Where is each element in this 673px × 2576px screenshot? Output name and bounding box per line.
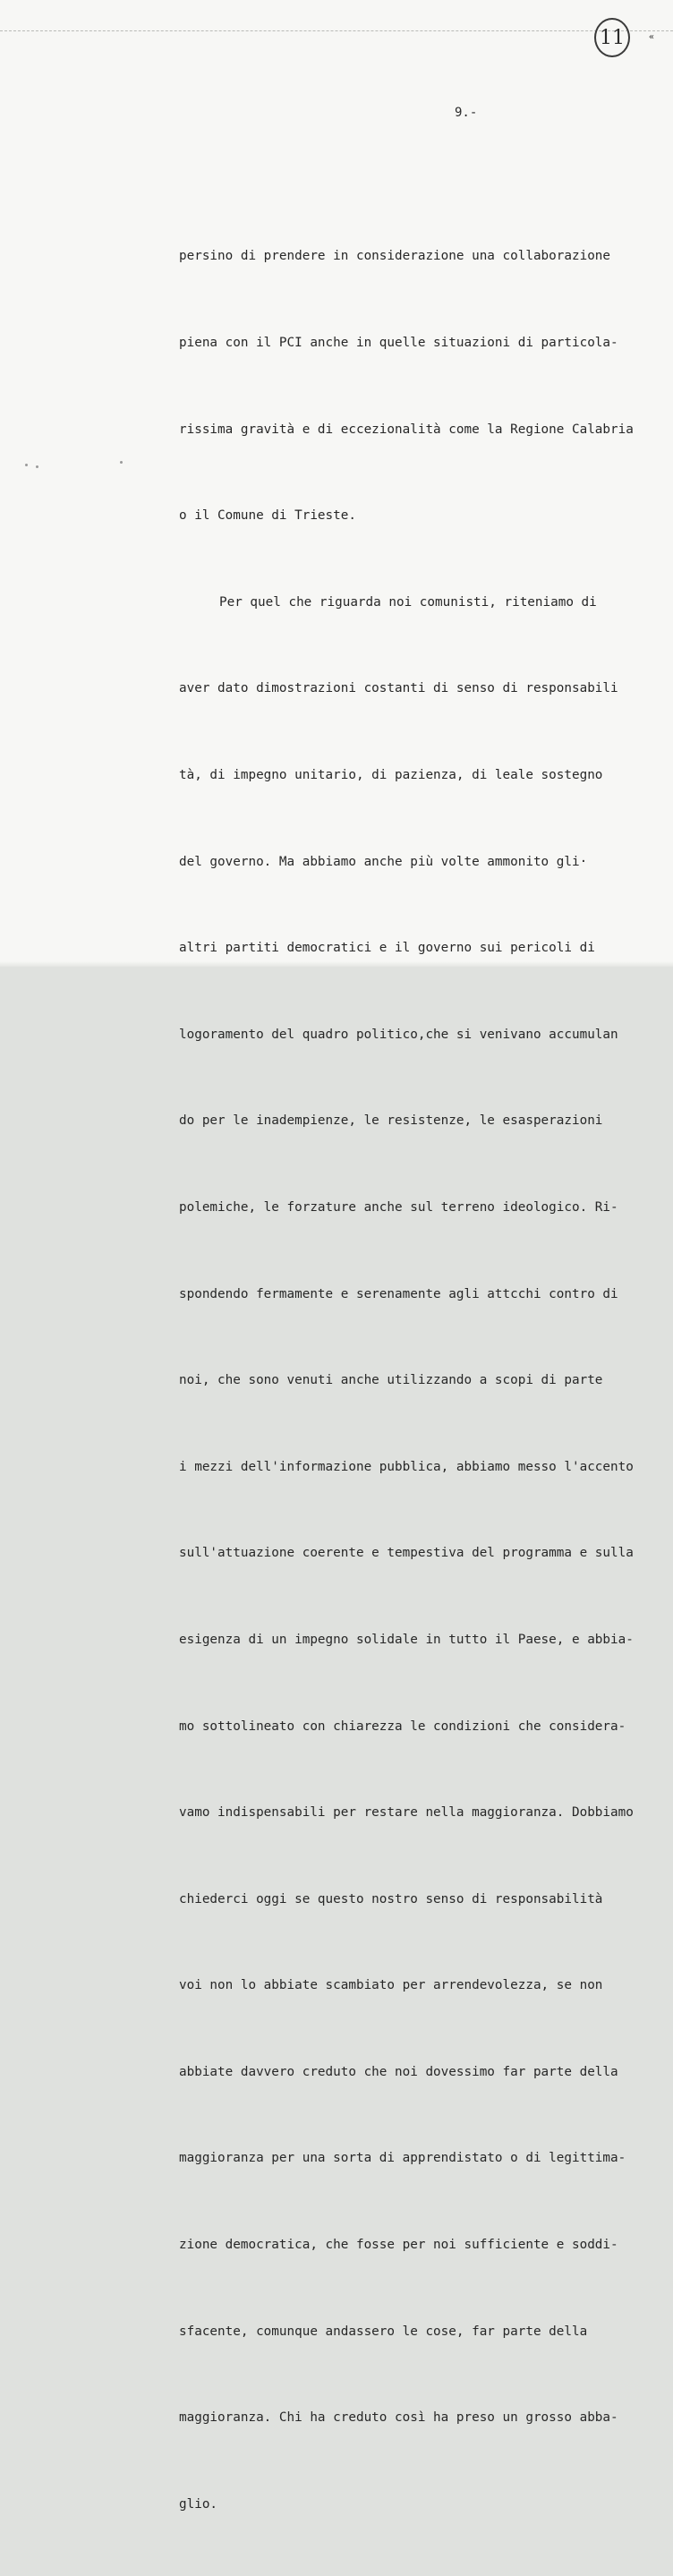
text-line: mo sottolineato con chiarezza le condizioni che considera- [179, 1719, 626, 1734]
text-line: zione democratica, che fosse per noi sufficiente e soddi- [179, 2238, 618, 2253]
text-line: logoramento del quadro politico,che si venivano accumulan [179, 1027, 618, 1042]
text-line: sull'attuazione coerente e tempestiva del programma e sulla [179, 1546, 634, 1561]
text-line: o il Comune di Trieste. [179, 508, 356, 524]
text-line: del governo. Ma abbiamo anche più volte ammonito gli· [179, 854, 588, 869]
text-line: abbiate davvero creduto che noi dovessimo far parte della [179, 2064, 618, 2079]
text-line: i mezzi dell'informazione pubblica, abbiamo messo l'accento [179, 1459, 634, 1474]
page-number: 9.- [455, 106, 478, 120]
stamp-mark: « [649, 32, 655, 42]
margin-speck [25, 464, 28, 466]
text-line: noi, che sono venuti anche utilizzando a scopi di parte [179, 1373, 603, 1388]
margin-speck [36, 465, 38, 468]
text-line: voi non lo abbiate scambiato per arrendevolezza, se non [179, 1978, 603, 1993]
text-line: altri partiti democratici e il governo sui pericoli di [179, 941, 595, 956]
text-line: persino di prendere in considerazione una collaborazione [179, 249, 611, 264]
archive-stamp [594, 18, 630, 57]
text-line: Per quel che riguarda noi comunisti, riteniamo di [219, 594, 597, 610]
text-line: tà, di impegno unitario, di pazienza, di leale sostegno [179, 767, 603, 782]
text-line: polemiche, le forzature anche sul terreno ideologico. Ri- [179, 1199, 618, 1215]
text-line: spondendo fermamente e serenamente agli attcchi contro di [179, 1286, 618, 1301]
text-line: piena con il PCI anche in quelle situazioni di particola- [179, 336, 618, 350]
stamp-number: 11 [600, 26, 625, 49]
text-line: maggioranza per una sorta di apprendistato o di legittima- [179, 2151, 626, 2166]
scan-bottom-edge [0, 961, 673, 967]
text-line: glio. [179, 2496, 218, 2512]
scan-edge-line [0, 30, 673, 32]
text-line: maggioranza. Chi ha creduto così ha preso un grosso abba- [179, 2410, 618, 2426]
text-line: do per le inadempienze, le resistenze, le esasperazioni [179, 1113, 603, 1129]
text-line: rissima gravità e di eccezionalità come la Regione Calabria [179, 422, 634, 437]
text-line: aver dato dimostrazioni costanti di senso di responsabili [179, 681, 618, 696]
text-line: sfacente, comunque andassero le cose, far parte della [179, 2324, 588, 2339]
text-line: chiederci oggi se questo nostro senso di responsabilità [179, 1891, 603, 1906]
margin-speck [120, 461, 123, 464]
text-line: vamo indispensabili per restare nella maggioranza. Dobbiamo [179, 1805, 634, 1821]
typed-text-body [179, 184, 669, 2576]
text-line: esigenza di un impegno solidale in tutto il Paese, e abbia- [179, 1632, 634, 1647]
